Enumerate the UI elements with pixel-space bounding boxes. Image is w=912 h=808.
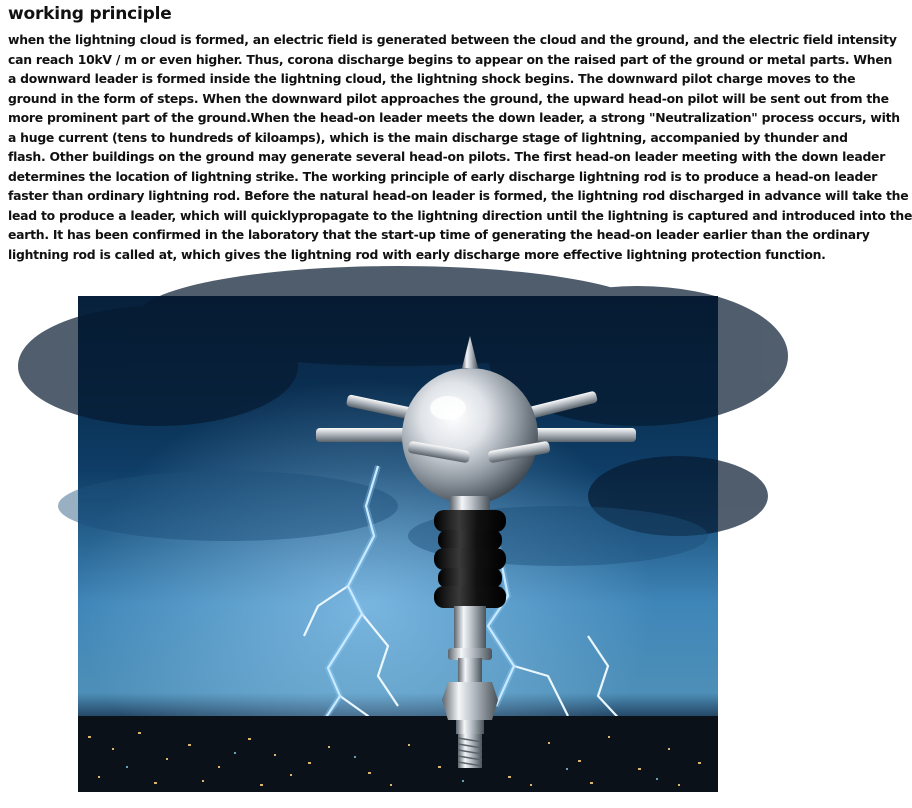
paragraph-line: determines the location of lightning strike. The working principle of early discharge lightning rod is to produce a head-on leader [8,168,878,184]
body-paragraph [8,30,912,264]
paragraph-line: more prominent part of the ground.When the head-on leader meets the down leader, a strong "Neutralization" process occurs, with [8,110,900,125]
paragraph-line: a huge current (tens to hundreds of kiloamps), which is the main discharge stage of lightning, accompanied by thunder and [8,129,848,145]
paragraph-line: ground in the form of steps. When the downward pilot approaches the ground, the upward head-on pilot will be sent out from the [8,90,889,106]
paragraph-line: when the lightning cloud is formed, an electric field is generated between the cloud and the ground, and the electric field intensity [8,32,897,47]
paragraph-line: can reach 10kV / m or even higher. Thus, corona discharge begins to appear on the raised part of the ground or metal parts. When [8,51,893,67]
lightning-rod-photo [78,296,718,792]
paragraph-line: faster than ordinary lightning rod. Before the natural head-on leader is formed, the lightning rod discharged in advance will take the [8,188,909,203]
paragraph-line: a downward leader is formed inside the lightning cloud, the lightning shock begins. The downward pilot charge moves to the [8,71,856,86]
paragraph-line: lightning rod is called at, which gives the lightning rod with early discharge more effective lightning protection function. [8,246,826,262]
night-city [78,716,718,792]
paragraph-line: lead to produce a leader, which will quicklypropagate to the lightning direction until the lightning is captured and introduced into the [8,207,912,223]
photo-illustration [78,296,718,792]
section-heading: working principle [8,4,172,24]
paragraph-line: earth. It has been confirmed in the laboratory that the start-up time of generating the head-on leader earlier than the ordinary [8,227,870,242]
paragraph-line: flash. Other buildings on the ground may generate several head-on pilots. The first head-on leader meeting with the down leader [8,149,886,164]
